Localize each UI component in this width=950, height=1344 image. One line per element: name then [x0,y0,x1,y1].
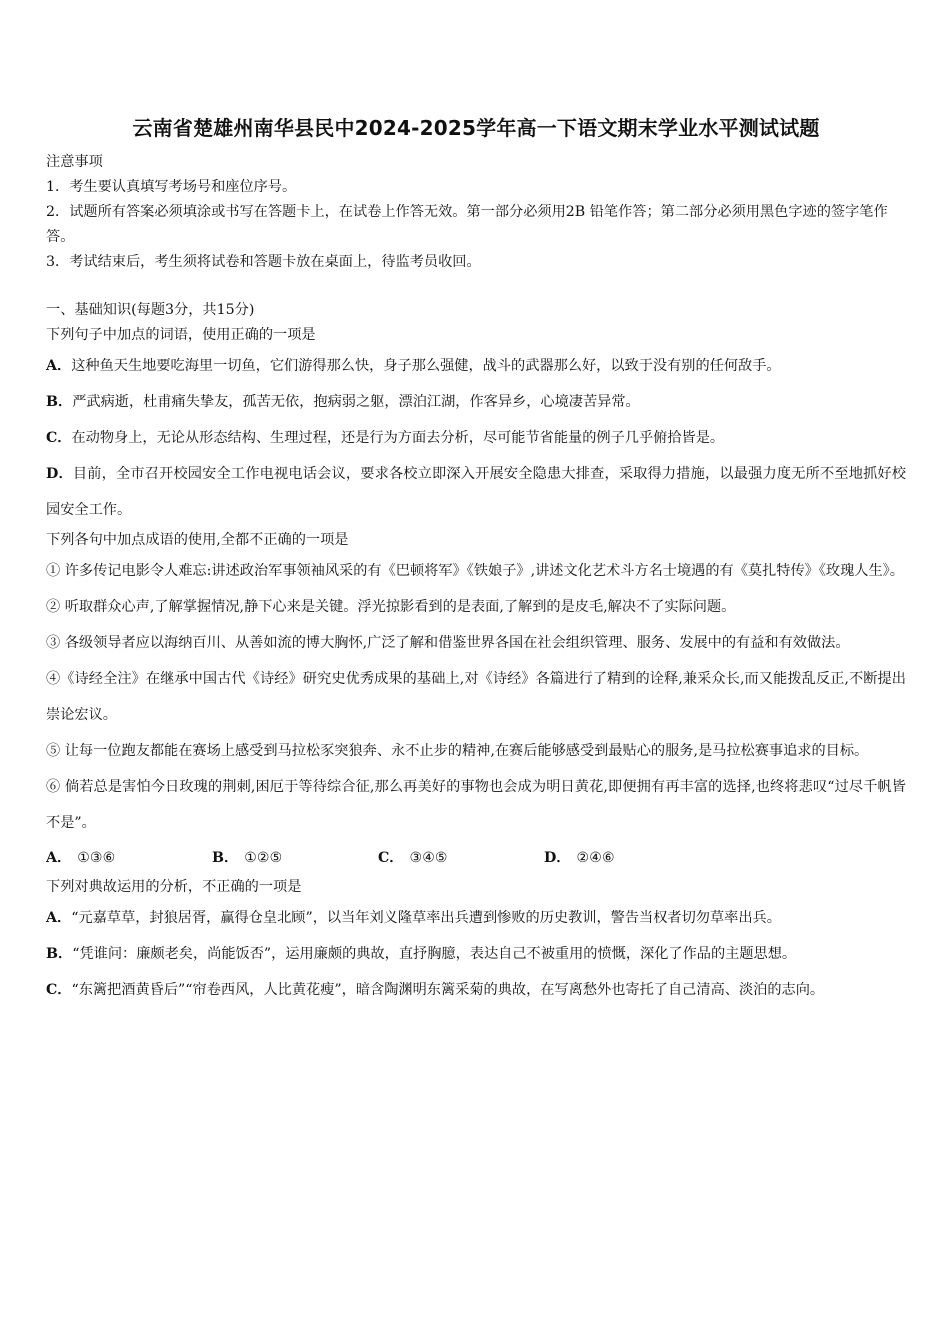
question-3-stem: 下列对典故运用的分析，不正确的一项是 [46,879,302,895]
option-label: A． [46,358,72,374]
choice-text: ③④⑤ [409,850,448,866]
notice-item: 2．试题所有答案必须填涂或书写在答题卡上，在试卷上作答无效。第一部分必须用2B 铅笔作答；第二部分必须用黑色字迹的签字笔作答。 [46,204,888,245]
q2-item-2: ② 听取群众心声,了解掌握情况,静下心来是关键。浮光掠影看到的是表面,了解到的是皮毛,解决不了实际问题。 [46,599,736,615]
choice-label: A． [46,850,72,866]
option-text: 严武病逝，杜甫痛失挚友，孤苦无依，抱病弱之躯，漂泊江湖，作客异乡，心境凄苦异常。 [72,394,640,410]
choice-text: ①③⑥ [77,850,116,866]
option-text: 这种鱼天生地要吃海里一切鱼，它们游得那么快，身子那么强健，战斗的武器那么好，以致于没有别的任何敌手。 [71,358,781,374]
option-label: B． [46,394,73,410]
question-2-stem: 下列各句中加点成语的使用,全都不正确的一项是 [46,532,349,548]
q2-choices [46,841,906,875]
choice-text: ①②⑤ [244,850,283,866]
q3-option-c [46,972,906,1008]
choice-label: D． [544,850,571,866]
q2-item-3: ③ 各级领导者应以海纳百川、从善如流的博大胸怀,广泛了解和借鉴世界各国在社会组织管理、服务、发展中的有益和有效做法。 [46,635,850,651]
notice-item: 1．考生要认真填写考场号和座位序号。 [46,179,297,195]
option-text: “东篱把酒黄昏后”“帘卷西风，人比黄花瘦”，暗含陶渊明东篱采菊的典故，在写离愁外也寄托了自己清高、淡泊的志向。 [71,982,825,998]
q3-option-a [46,900,906,936]
page-title: 云南省楚雄州南华县民中2024-2025学年高一下语文期末学业水平测试试题 [132,116,820,140]
notice-heading: 注意事项 [46,154,103,170]
q1-option-d [46,456,906,528]
q2-item-4: ④《诗经全注》在继承中国古代《诗经》研究史优秀成果的基础上,对《诗经》各篇进行了精到的诠释,兼采众长,而又能拨乱反正,不断提出崇论宏议。 [46,671,906,723]
q3-option-b [46,936,906,972]
option-text: 目前，全市召开校园安全工作电视电话会议，要求各校立即深入开展安全隐患大排查，采取得力措施，以最强力度无所不至地抓好校园安全工作。 [46,466,906,518]
question-body [46,298,906,1008]
q2-choice-c [378,841,544,875]
section-heading: 一、基础知识(每题3分，共15分) [46,302,255,318]
option-text: “凭谁问：廉颇老矣，尚能饭否”，运用廉颇的典故，直抒胸臆，表达自己不被重用的愤慨，深化了作品的主题思想。 [72,946,797,962]
q1-option-c [46,420,906,456]
notice-item: 3．考试结束后，考生须将试卷和答题卡放在桌面上，待监考员收回。 [46,254,481,270]
q2-item-1: ① 许多传记电影令人难忘:讲述政治军事领袖风采的有《巴顿将军》《铁娘子》,讲述文化艺术斗方名士境遇的有《莫扎特传》《玫瑰人生》。 [46,563,904,579]
q1-option-b [46,384,906,420]
choice-text: ②④⑥ [576,850,615,866]
option-label: C． [46,982,72,998]
option-text: “元嘉草草，封狼居胥，赢得仓皇北顾”，以当年刘义隆草率出兵遭到惨败的历史教训，警告当权者切勿草率出兵。 [71,910,781,926]
option-label: B． [46,946,73,962]
notice-block [46,150,906,275]
q2-item-6: ⑥ 倘若总是害怕今日玫瑰的荆刺,困厄于等待综合征,那么再美好的事物也会成为明日黄花,即便拥有再丰富的选择,也终将悲叹“过尽千帆皆不是”。 [46,779,906,831]
option-label: D． [46,466,73,482]
q2-item-5: ⑤ 让每一位跑友都能在赛场上感受到马拉松豕突狼奔、永不止步的精神,在赛后能够感受到最贴心的服务,是马拉松赛事追求的目标。 [46,743,869,759]
option-label: C． [46,430,72,446]
q2-choice-b [212,841,378,875]
q1-option-a [46,348,906,384]
q2-choice-a [46,841,212,875]
question-1-stem: 下列句子中加点的词语，使用正确的一项是 [46,327,316,343]
option-text: 在动物身上，无论从形态结构、生理过程，还是行为方面去分析，尽可能节省能量的例子几乎俯拾皆是。 [71,430,725,446]
option-label: A． [46,910,72,926]
choice-label: C． [378,850,404,866]
choice-label: B． [212,850,239,866]
q2-choice-d [544,841,710,875]
